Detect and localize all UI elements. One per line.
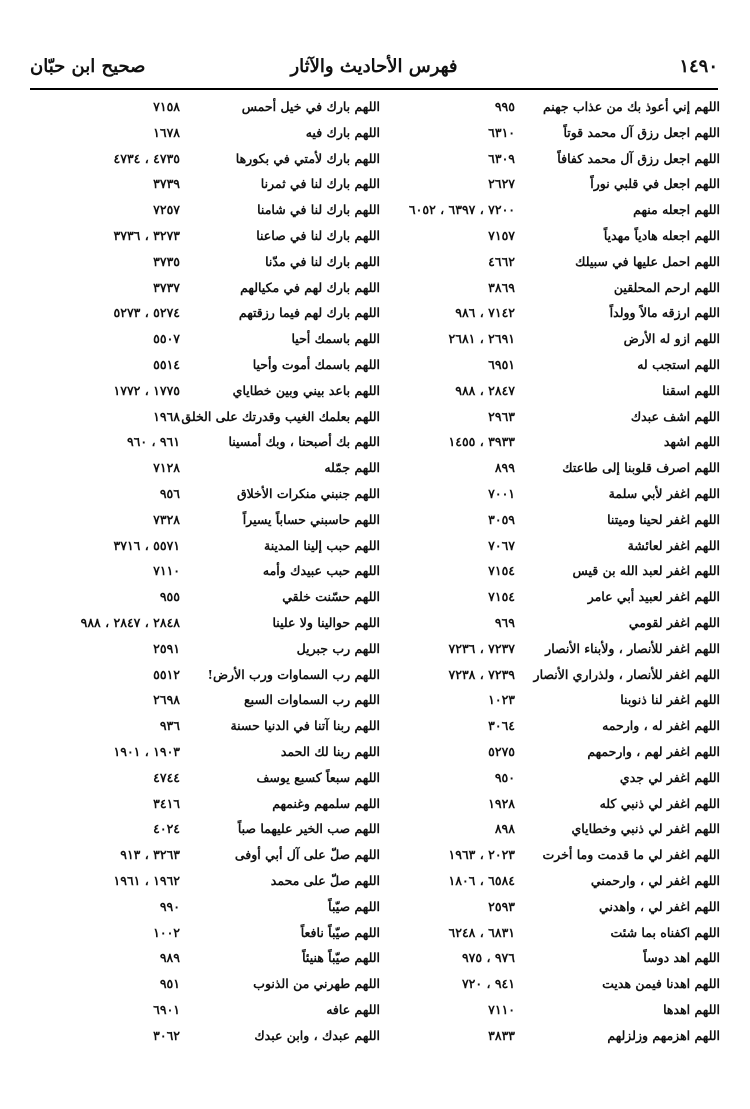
hadith-numbers: ٢٦٢٧ [488,176,515,192]
index-entry [385,534,720,560]
hadith-phrase: اللهم اغفر لهم ، وارحمهم [587,743,720,759]
hadith-numbers: ٢٨٤٧ ، ٩٨٨ [455,382,515,398]
hadith-numbers: ٤٧٣٥ ، ٤٧٣٤ [113,150,180,166]
hadith-phrase: اللهم اجعل رزق آل محمد قوتاً [563,124,720,140]
hadith-numbers: ٩٥٦ [159,485,180,501]
hadith-phrase: اللهم ربنا لك الحمد [280,743,380,759]
hadith-numbers: ١٠٢٣ [488,692,515,708]
hadith-numbers: ٢٥٩٣ [488,898,515,914]
hadith-numbers: ٢٦٩١ ، ٢٦٨١ [448,331,515,347]
hadith-phrase: اللهم اغفر للأنصار ، ولأبناء الأنصار [545,640,720,656]
index-entry [385,508,720,534]
hadith-numbers: ٥٥١٢ [153,666,180,682]
index-entry [40,121,380,147]
index-entry [385,147,720,173]
hadith-numbers: ٧٠٠١ [488,485,515,501]
hadith-numbers: ١٦٧٨ [153,124,180,140]
hadith-phrase: اللهم عبدك ، وابن عبدك [254,1027,380,1043]
hadith-numbers: ٣٠٦٤ [488,718,515,734]
hadith-numbers: ٧٢٥٧ [153,202,180,218]
index-entry [40,946,380,972]
hadith-phrase: اللهم اغفر لي ما قدمت وما أخرت [542,847,720,863]
hadith-phrase: اللهم صب الخير عليهما صباً [237,821,380,837]
hadith-phrase: اللهم اغفر لي ، وارحمني [590,872,720,888]
hadith-numbers: ٧١٥٤ [488,589,515,605]
hadith-phrase: اللهم حبب عبيدك وأمه [262,563,380,579]
hadith-phrase: اللهم سبعاً كسبع يوسف [256,769,380,785]
hadith-phrase: اللهم بارك لنا في شامنا [257,202,380,218]
index-entry [385,327,720,353]
index-entry [40,714,380,740]
hadith-numbers: ٧١٥٨ [153,99,180,114]
index-entry [40,482,380,508]
hadith-numbers: ٧١٥٧ [488,227,515,243]
index-title: فهرس الأحاديث والآثار [290,56,458,77]
hadith-numbers: ٥٥٠٧ [153,331,180,347]
hadith-phrase: اللهم اجعل في قلبي نوراً [590,176,720,192]
hadith-numbers: ٧٠٦٧ [488,537,515,553]
hadith-numbers: ٩٣٦ [159,718,180,734]
hadith-numbers: ٩٤١ ، ٧٢٠ [461,976,515,992]
index-entry [40,559,380,585]
hadith-phrase: اللهم بارك لنا في صاعنا [256,227,380,243]
index-entry [385,353,720,379]
hadith-numbers: ٩٦١ ، ٩٦٠ [126,434,180,450]
hadith-numbers: ٣٧٣٧ [153,279,180,295]
hadith-phrase: اللهم اسقنا [662,382,720,398]
index-entry [40,379,380,405]
hadith-numbers: ٩٩٥ [494,99,515,114]
hadith-numbers: ٧٣٢٨ [153,511,180,527]
index-entry [385,559,720,585]
hadith-phrase: اللهم اغفر لعبيد أبي عامر [587,589,720,605]
hadith-phrase: اللهم ازو له الأرض [623,331,720,347]
index-entry [40,663,380,689]
hadith-phrase: اللهم صيّباً نافعاً [300,924,380,940]
hadith-numbers: ٢٨٤٨ ، ٢٨٤٧ ، ٩٨٨ [80,614,180,630]
hadith-numbers: ١٠٠٢ [153,924,180,940]
index-entry [385,792,720,818]
hadith-numbers: ٦٣١٠ [488,124,515,140]
hadith-phrase: اللهم جمّله [324,460,380,476]
index-entry [385,843,720,869]
index-entry [385,740,720,766]
hadith-numbers: ٤٧٤٤ [153,769,180,785]
index-entry [385,95,720,121]
index-entry [40,534,380,560]
index-entry [385,250,720,276]
hadith-numbers: ٣٨٣٣ [488,1027,515,1043]
index-entry [385,766,720,792]
index-entry [40,637,380,663]
hadith-phrase: اللهم باعد بيني وبين خطاياي [232,382,380,398]
index-entry [40,301,380,327]
hadith-numbers: ٨٩٩ [494,460,515,476]
hadith-phrase: اللهم اغفر لي ذنبي كله [599,795,720,811]
hadith-numbers: ٩٥١ [159,976,180,992]
hadith-phrase: اللهم ربنا آتنا في الدنيا حسنة [230,718,380,734]
hadith-numbers: ١٩٠٣ ، ١٩٠١ [113,743,180,759]
index-entry [40,792,380,818]
index-entry [385,688,720,714]
hadith-numbers: ٩٦٩ [494,614,515,630]
hadith-numbers: ٧٢٣٧ ، ٧٢٣٦ [448,640,515,656]
hadith-phrase: اللهم اجعل رزق آل محمد كفافاً [557,150,720,166]
index-entry [40,972,380,998]
hadith-numbers: ٢٩٦٣ [488,408,515,424]
hadith-phrase: اللهم رب جبريل [296,640,380,656]
page-header [30,52,718,90]
hadith-phrase: اللهم اهد دوساً [643,950,720,966]
hadith-phrase: اللهم اغفر له ، وارحمه [602,718,720,734]
hadith-phrase: اللهم سلمهم وغنمهم [272,795,380,811]
hadith-phrase: اللهم اشهد [663,434,720,450]
hadith-numbers: ٣٢٧٣ ، ٣٧٣٦ [113,227,180,243]
hadith-phrase: اللهم حبب إلينا المدينة [264,537,380,553]
hadith-numbers: ٩٩٠ [159,898,180,914]
hadith-numbers: ١٩٦٢ ، ١٩٦١ [113,872,180,888]
hadith-numbers: ١٩٢٨ [488,795,515,811]
index-entry [385,172,720,198]
index-entry [385,714,720,740]
hadith-numbers: ٩٨٩ [159,950,180,966]
hadith-numbers: ٧١٢٨ [153,460,180,476]
hadith-phrase: اللهم ارزقه مالاً وولداً [609,305,720,321]
hadith-phrase: اللهم صلّ على محمد [270,872,380,888]
hadith-numbers: ٧٢٠٠ ، ٦٣٩٧ ، ٦٠٥٢ [408,202,515,218]
right-index-column [385,95,720,1049]
hadith-phrase: اللهم جنبني منكرات الأخلاق [236,485,380,501]
hadith-phrase: اللهم اشف عبدك [630,408,720,424]
hadith-numbers: ٦٩٥١ [488,356,515,372]
hadith-numbers: ٤٦٦٢ [488,253,515,269]
index-entry [40,198,380,224]
index-entry [40,817,380,843]
hadith-phrase: اللهم صيّباً هنيئاً [302,950,380,966]
index-entry [385,121,720,147]
hadith-phrase: اللهم حوالينا ولا علينا [272,614,380,630]
hadith-phrase: اللهم بارك فيه [305,124,380,140]
index-entry [40,585,380,611]
index-entry [40,172,380,198]
index-entry [385,663,720,689]
hadith-numbers: ٣٤١٦ [153,795,180,811]
hadith-phrase: اللهم باسمك أحيا [291,331,380,347]
hadith-phrase: اللهم بارك في خيل أحمس [241,99,380,114]
hadith-phrase: اللهم صلّ على آل أبي أوفى [234,847,380,863]
hadith-phrase: اللهم بعلمك الغيب وقدرتك على الخلق [181,408,380,424]
hadith-numbers: ٧١٤٢ ، ٩٨٦ [455,305,515,321]
hadith-phrase: اللهم اغفر لي ، واهدني [599,898,720,914]
hadith-phrase: اللهم رب السماوات السبع [244,692,380,708]
hadith-phrase: اللهم اغفر لأبي سلمة [608,485,720,501]
hadith-numbers: ١٧٧٥ ، ١٧٧٢ [113,382,180,398]
hadith-phrase: اللهم صيّباً [328,898,380,914]
hadith-numbers: ٣٢٦٣ ، ٩١٣ [120,847,180,863]
hadith-numbers: ٢٦٩٨ [153,692,180,708]
hadith-numbers: ٦٨٣١ ، ٦٢٤٨ [448,924,515,940]
hadith-phrase: اللهم باسمك أموت وأحيا [252,356,380,372]
index-entry [385,276,720,302]
index-entry [40,1024,380,1050]
hadith-numbers: ١٩٦٨ [153,408,180,424]
hadith-numbers: ٦٥٨٤ ، ١٨٠٦ [448,872,515,888]
hadith-phrase: اللهم استجب له [637,356,720,372]
hadith-phrase: اللهم بك أصبحنا ، وبك أمسينا [228,434,380,450]
index-entry [40,508,380,534]
index-entry [385,895,720,921]
left-index-column [40,95,380,1049]
hadith-numbers: ٩٥٥ [159,589,180,605]
hadith-phrase: اللهم اغفر لنا ذنوبنا [620,692,720,708]
index-entry [40,224,380,250]
index-entry [40,430,380,456]
index-entry [385,921,720,947]
hadith-phrase: اللهم احمل عليها في سبيلك [575,253,720,269]
hadith-phrase: اللهم ارحم المحلقين [613,279,720,295]
hadith-numbers: ٥٥١٤ [153,356,180,372]
hadith-numbers: ٣٨٦٩ [488,279,515,295]
hadith-phrase: اللهم اغفر لحينا وميتنا [607,511,720,527]
index-entry [40,405,380,431]
index-entry [40,611,380,637]
book-title: صحيح ابن حبّان [30,56,146,77]
hadith-phrase: اللهم حسّنت خلقي [282,589,380,605]
index-entry [40,327,380,353]
index-entry [385,817,720,843]
index-entry [40,95,380,121]
index-entry [385,198,720,224]
index-entry [40,456,380,482]
hadith-numbers: ٩٧٦ ، ٩٧٥ [461,950,515,966]
hadith-phrase: اللهم اجعله منهم [633,202,720,218]
hadith-phrase: اللهم اصرف قلوبنا إلى طاعتك [562,460,720,476]
hadith-numbers: ٥٢٧٥ [488,743,515,759]
hadith-phrase: اللهم اهزمهم وزلزلهم [607,1027,720,1043]
index-entry [40,998,380,1024]
hadith-numbers: ٥٥٧١ ، ٣٧١٦ [113,537,180,553]
hadith-phrase: اللهم اغفر للأنصار ، ولذراري الأنصار [533,666,720,682]
hadith-numbers: ٦٣٠٩ [488,150,515,166]
index-entry [40,740,380,766]
index-entry [40,895,380,921]
hadith-numbers: ٢٠٢٣ ، ١٩٦٣ [448,847,515,863]
index-entry [40,276,380,302]
index-entry [40,353,380,379]
hadith-phrase: اللهم عافه [326,1001,380,1017]
hadith-numbers: ٩٥٠ [494,769,515,785]
index-entry [40,843,380,869]
hadith-numbers: ٣٠٥٩ [488,511,515,527]
hadith-phrase: اللهم اهدنا فيمن هديت [602,976,720,992]
hadith-phrase: اللهم اهدها [663,1001,720,1017]
hadith-phrase: اللهم اغفر لي جدي [619,769,720,785]
index-entry [385,869,720,895]
hadith-phrase: اللهم اغفر لي ذنبي وخطاياي [571,821,720,837]
hadith-phrase: اللهم بارك لهم فيما رزقتهم [238,305,380,321]
hadith-numbers: ٣٧٣٥ [153,253,180,269]
index-entry [40,250,380,276]
hadith-numbers: ٧١١٠ [488,1001,515,1017]
index-entry [40,766,380,792]
hadith-numbers: ٣٠٦٢ [153,1027,180,1043]
index-entry [385,224,720,250]
index-entry [385,998,720,1024]
index-entry [385,1024,720,1050]
index-entry [40,921,380,947]
hadith-phrase: اللهم اغفر لعائشة [627,537,720,553]
hadith-phrase: اللهم بارك لنا في ثمرنا [260,176,380,192]
hadith-phrase: اللهم اكفناه بما شئت [610,924,720,940]
hadith-numbers: ٤٠٢٤ [153,821,180,837]
hadith-numbers: ٢٥٩١ [153,640,180,656]
index-entry [385,379,720,405]
index-entry [385,946,720,972]
index-entry [385,611,720,637]
hadith-phrase: اللهم بارك لنا في مدّنا [265,253,380,269]
hadith-phrase: اللهم اغفر لقومي [628,614,720,630]
hadith-numbers: ٣٧٣٩ [153,176,180,192]
hadith-phrase: اللهم حاسبني حساباً يسيراً [242,511,380,527]
hadith-phrase: اللهم إني أعوذ بك من عذاب جهنم [542,99,720,114]
hadith-numbers: ٨٩٨ [494,821,515,837]
index-entry [385,637,720,663]
hadith-phrase: اللهم اجعله هادياً مهدياً [603,227,720,243]
hadith-phrase: اللهم بارك لأمتي في بكورها [235,150,380,166]
hadith-numbers: ٥٢٧٤ ، ٥٢٧٣ [113,305,180,321]
index-entry [385,972,720,998]
hadith-phrase: اللهم رب السماوات ورب الأرض! [207,666,380,682]
index-entry [40,147,380,173]
index-entry [385,585,720,611]
index-entry [40,869,380,895]
index-entry [40,688,380,714]
hadith-numbers: ٧٢٣٩ ، ٧٢٣٨ [448,666,515,682]
hadith-numbers: ٧١١٠ [153,563,180,579]
index-entry [385,482,720,508]
hadith-phrase: اللهم بارك لهم في مكيالهم [240,279,380,295]
hadith-phrase: اللهم اغفر لعبد الله بن قيس [572,563,720,579]
index-entry [385,301,720,327]
hadith-phrase: اللهم طهرني من الذنوب [253,976,380,992]
index-entry [385,456,720,482]
hadith-numbers: ٦٩٠١ [153,1001,180,1017]
index-entry [385,430,720,456]
page-number: ١٤٩٠ [679,56,718,77]
hadith-numbers: ٣٩٣٣ ، ١٤٥٥ [448,434,515,450]
index-entry [385,405,720,431]
hadith-numbers: ٧١٥٤ [488,563,515,579]
